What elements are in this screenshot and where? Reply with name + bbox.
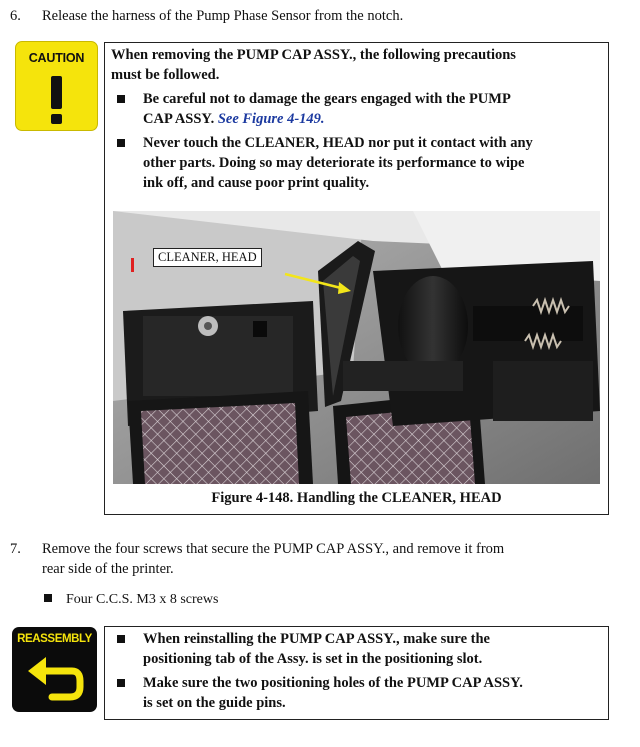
step-text: Release the harness of the Pump Phase Sensor from the notch.	[42, 8, 404, 24]
caution-bullet-1-line-2: CAP ASSY.	[143, 111, 218, 127]
caution-intro-line-1: When removing the PUMP CAP ASSY., the following precautions	[111, 47, 516, 63]
bullet-square	[44, 594, 52, 602]
caution-bullet-1	[111, 89, 601, 129]
figure-photo	[113, 211, 600, 484]
reassembly-bullet-2-line-2: is set on the guide pins.	[143, 695, 286, 711]
reassembly-icon	[12, 627, 97, 712]
caution-box	[104, 42, 609, 515]
exclamation-bar	[51, 76, 62, 109]
red-marker	[131, 258, 134, 272]
figure-caption: Figure 4-148. Handling the CLEANER, HEAD	[211, 490, 502, 506]
reassembly-bullet-1	[111, 629, 601, 669]
step-number: 6.	[10, 8, 21, 24]
screws-sub-bullet	[44, 590, 218, 610]
caution-bullet-2-line-3: ink off, and cause poor print quality.	[143, 175, 370, 191]
reassembly-bullet-1-line-2: positioning tab of the Assy. is set in the positioning slot.	[143, 651, 483, 667]
bullet-square	[117, 635, 125, 643]
caution-bullet-1-line-1: Be careful not to damage the gears engaged with the PUMP	[143, 91, 511, 107]
cleaner-head-callout: CLEANER, HEAD	[153, 248, 262, 267]
caution-bullet-2	[111, 133, 601, 193]
sub-bullet-text: Four C.C.S. M3 x 8 screws	[66, 592, 219, 607]
reassembly-bullet-2-line-1: Make sure the two positioning holes of the PUMP CAP ASSY.	[143, 675, 523, 691]
reassembly-icon-label: REASSEMBLY	[17, 633, 92, 645]
bullet-square	[117, 679, 125, 687]
caution-intro-line-2: must be followed.	[111, 67, 220, 83]
reassembly-box	[104, 626, 609, 720]
caution-icon	[15, 41, 98, 131]
return-arrow-icon	[24, 651, 86, 707]
reassembly-bullet-1-line-1: When reinstalling the PUMP CAP ASSY., make sure the	[143, 631, 490, 647]
step-number: 7.	[10, 541, 21, 557]
figure-4-149-link[interactable]: See Figure 4-149.	[217, 111, 325, 127]
caution-icon-label: CAUTION	[28, 51, 85, 65]
exclamation-dot	[51, 114, 62, 124]
caution-bullet-2-line-2: other parts. Doing so may deteriorate its performance to wipe	[143, 155, 525, 171]
step-7	[10, 539, 630, 583]
reassembly-bullet-2	[111, 673, 601, 713]
caution-intro	[111, 45, 601, 85]
step-text	[42, 539, 612, 579]
bullet-square	[117, 139, 125, 147]
step-7-line-1: Remove the four screws that secure the PUMP CAP ASSY., and remove it from	[42, 541, 505, 557]
step-7-line-2: rear side of the printer.	[42, 561, 174, 577]
bullet-square	[117, 95, 125, 103]
caution-bullet-2-line-1: Never touch the CLEANER, HEAD nor put it contact with any	[143, 135, 533, 151]
